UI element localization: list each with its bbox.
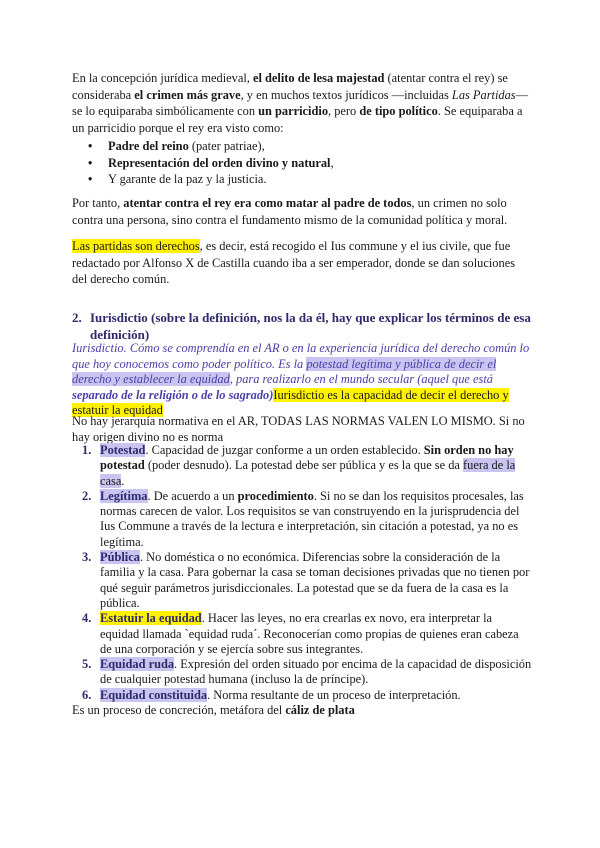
term-label: Potestad bbox=[100, 443, 146, 457]
heading-text: Iurisdictio (sobre la definición, nos la da él, hay que explicar los términos de esa definición) bbox=[90, 310, 531, 342]
text-run: . Expresión del orden situado por encima de la capacidad de disposición de cualquier potestad humana (incluso la de príncipe). bbox=[100, 657, 532, 687]
highlighted-text: Iurisdictio es la capacidad de decir el derecho y estatuir la equidad bbox=[72, 387, 509, 417]
text-run: Y garante de la paz y la justicia. bbox=[108, 172, 267, 186]
text-run: . Capacidad de juzgar conforme a un orden establecido. bbox=[145, 443, 424, 457]
text-run: , para realizarlo en el mundo secular (aquel que está bbox=[229, 372, 493, 386]
text-run: Por tanto, bbox=[72, 196, 124, 210]
list-item bbox=[72, 443, 532, 489]
bold-text: procedimiento bbox=[237, 488, 314, 503]
closing-paragraph bbox=[72, 702, 532, 719]
text-run: Iurisdictio. Cómo se comprendía en el AR o en la experiencia jurídica del derecho común lo que hoy conocemos como poder político. Es la bbox=[72, 341, 530, 371]
text-run: . No doméstica o no económica. Diferencias sobre la consideración de la familia y la casa. Para gobernar la casa se toman decisiones privadas que no tienen por qué seguir parámetros jurisdiccionales. La potestad que se da fuera de la casa es la pública. bbox=[100, 550, 530, 610]
bold-text: el delito de lesa majestad bbox=[252, 71, 385, 85]
text-run: No hay jerarquía normativa en el AR, TODAS LAS NORMAS VALEN LO MISMO. Si no hay origen divino no es norma bbox=[72, 414, 525, 444]
bold-text: de tipo político bbox=[359, 104, 438, 118]
text-run: . Norma resultante de un proceso de interpretación. bbox=[207, 687, 461, 702]
bullet-list bbox=[72, 138, 532, 188]
text-run: . Hacer las leyes, no era crearlas ex novo, era interpretar la equidad llamada `equidad ruda´. Reconocerían como propias de quienes eran cabeza de una corporación y se ejercía sobre sus integrantes. bbox=[100, 611, 519, 656]
text-run: , y en muchos textos jurídicos —incluidas bbox=[240, 87, 452, 102]
bullet-icon: • bbox=[88, 155, 93, 170]
text-run: , bbox=[330, 155, 334, 170]
bullet-icon: • bbox=[88, 172, 93, 186]
section-heading bbox=[72, 310, 532, 343]
iurisdictio-definition bbox=[72, 341, 532, 419]
bold-text: cáliz de plata bbox=[285, 703, 355, 717]
list-item bbox=[72, 138, 532, 155]
bold-text: Representación del orden divino y natural bbox=[108, 155, 331, 170]
text-run: . De acuerdo a un bbox=[147, 488, 238, 503]
bold-text: atentar contra el rey era como matar al padre de todos bbox=[123, 196, 412, 210]
numbered-list bbox=[72, 443, 532, 703]
text-run: (pater patriae), bbox=[188, 139, 265, 153]
list-number: 2. bbox=[82, 488, 92, 503]
list-item bbox=[72, 489, 532, 550]
list-item bbox=[72, 688, 532, 703]
text-run: . Se equiparaba a un parricidio porque el rey era visto como: bbox=[72, 104, 523, 135]
term-label: Estatuir la equidad bbox=[100, 611, 202, 626]
text-run: En la concepción jurídica medieval, bbox=[72, 71, 253, 85]
bold-text: separado de la religión o de lo sagrado) bbox=[72, 387, 274, 402]
text-run: — se lo equiparaba simbólicamente con bbox=[72, 87, 529, 118]
term-label: Pública bbox=[100, 550, 140, 565]
text-run: Es un proceso de concreción, metáfora del bbox=[72, 703, 286, 717]
text-run: . bbox=[121, 473, 125, 488]
term-label: Equidad constituida bbox=[100, 687, 208, 702]
hierarchy-paragraph bbox=[72, 414, 532, 445]
list-number: 5. bbox=[82, 657, 92, 672]
bold-text: Sin orden no hay potestad bbox=[100, 443, 514, 473]
bold-text: un parricidio bbox=[258, 104, 329, 118]
list-item bbox=[72, 171, 532, 188]
list-number: 3. bbox=[82, 550, 92, 565]
term-label: Legítima bbox=[100, 488, 148, 503]
list-item bbox=[72, 155, 532, 172]
term-label: Equidad ruda bbox=[100, 657, 175, 672]
highlighted-text: potestad legítima y pública de decir el derecho y establecer la equidad bbox=[72, 356, 497, 386]
text-run: , es decir, está recogido el Ius commune y el ius civile, que fue redactado por Alfonso X de Castilla cuando iba a ser emperador, donde se dan soluciones del derecho común. bbox=[72, 239, 516, 286]
bold-text: el crimen más grave bbox=[134, 87, 241, 102]
bold-text: Padre del reino bbox=[108, 139, 189, 153]
highlighted-text: Las partidas son derechos bbox=[72, 239, 200, 253]
intro-paragraph bbox=[72, 70, 532, 136]
italic-text: Las Partidas bbox=[451, 87, 516, 102]
list-number: 1. bbox=[82, 443, 92, 457]
bullet-icon: • bbox=[88, 139, 93, 153]
list-item bbox=[72, 550, 532, 611]
text-run: , pero bbox=[328, 104, 360, 118]
text-run: (atentar contra el rey) se consideraba bbox=[72, 71, 508, 102]
list-item bbox=[72, 657, 532, 688]
text-run: (poder desnudo). La potestad debe ser pública y es la que se da bbox=[144, 458, 464, 473]
conclusion-paragraph bbox=[72, 195, 532, 228]
partidas-paragraph bbox=[72, 238, 532, 288]
text-run: . Si no se dan los requisitos procesales, las normas carecen de valor. Los requisitos se van construyendo en la jurisprudencia del Ius Commune a través de la lectura e interpretación, sin citación a potestad, ya no es legítima. bbox=[100, 488, 524, 549]
heading-number: 2. bbox=[72, 310, 82, 325]
list-number: 4. bbox=[82, 611, 92, 626]
text-run: , un crimen no solo contra una persona, sino contra el fundamento mismo de la comunidad política y moral. bbox=[72, 196, 508, 227]
highlighted-text: fuera de la casa bbox=[100, 458, 516, 488]
list-item bbox=[72, 611, 532, 657]
list-number: 6. bbox=[82, 687, 92, 702]
